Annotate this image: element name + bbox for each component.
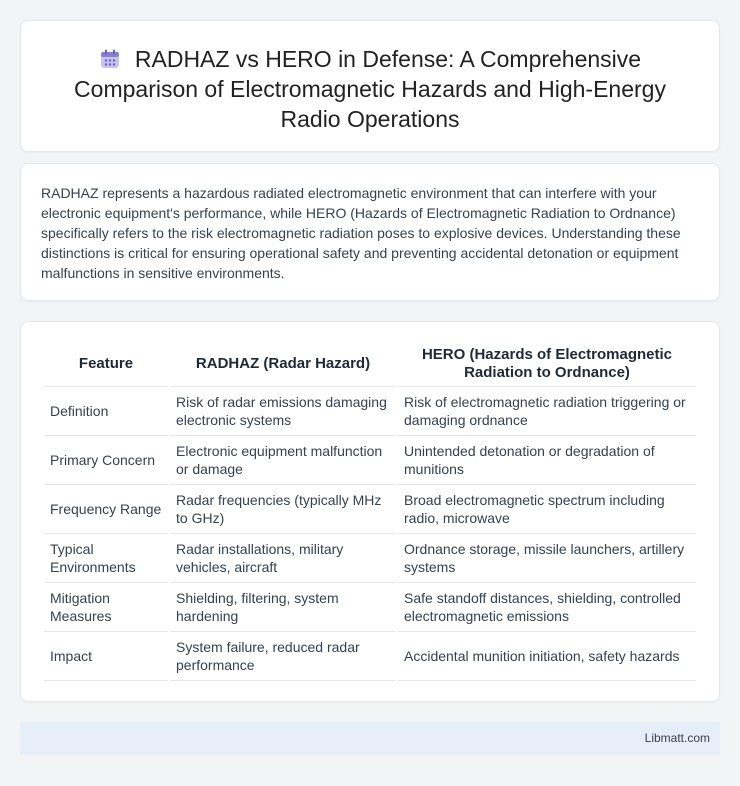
row-hero: Broad electromagnetic spectrum including radio, microwave (398, 485, 696, 534)
comparison-table (42, 341, 698, 681)
row-feature: Primary Concern (44, 436, 168, 485)
row-feature: Mitigation Measures (44, 583, 168, 632)
row-radhaz: Shielding, filtering, system hardening (170, 583, 396, 632)
intro-card (20, 163, 720, 301)
row-hero: Accidental munition initiation, safety hazards (398, 632, 696, 681)
row-radhaz: Radar frequencies (typically MHz to GHz) (170, 485, 396, 534)
table-row (44, 583, 696, 632)
table-header-row (44, 341, 696, 387)
table-row (44, 387, 696, 436)
table-row (44, 632, 696, 681)
title-card (20, 20, 720, 152)
row-feature: Definition (44, 387, 168, 436)
row-feature: Typical Environments (44, 534, 168, 583)
row-radhaz: Risk of radar emissions damaging electronic systems (170, 387, 396, 436)
footer-bar (20, 722, 720, 755)
comparison-card (20, 321, 720, 702)
header-feature: Feature (44, 341, 168, 387)
row-hero: Unintended detonation or degradation of munitions (398, 436, 696, 485)
row-feature: Frequency Range (44, 485, 168, 534)
row-radhaz: Electronic equipment malfunction or damage (170, 436, 396, 485)
row-hero: Ordnance storage, missile launchers, artillery systems (398, 534, 696, 583)
table-row (44, 485, 696, 534)
page-title (51, 44, 689, 134)
footer-site-link[interactable]: Libmatt.com (644, 731, 710, 745)
header-hero: HERO (Hazards of Electromagnetic Radiation to Ordnance) (398, 341, 696, 387)
table-row (44, 436, 696, 485)
calendar-icon (99, 48, 121, 70)
table-row (44, 534, 696, 583)
row-radhaz: Radar installations, military vehicles, aircraft (170, 534, 396, 583)
row-radhaz: System failure, reduced radar performance (170, 632, 396, 681)
page-title-text: RADHAZ vs HERO in Defense: A Comprehensive Comparison of Electromagnetic Hazards and High-Energy Radio Operations (74, 46, 666, 132)
intro-paragraph: RADHAZ represents a hazardous radiated electromagnetic environment that can interfere with your electronic equipment's performance, while HERO (Hazards of Electromagnetic Radiation to Ordnance) specifically refers to the risk electromagnetic radiation poses to explosive devices. Understanding these distinctions is critical for ensuring operational safety and preventing accidental detonation or equipment malfunctions in sensitive environments. (41, 185, 681, 281)
row-feature: Impact (44, 632, 168, 681)
header-radhaz: RADHAZ (Radar Hazard) (170, 341, 396, 387)
row-hero: Risk of electromagnetic radiation triggering or damaging ordnance (398, 387, 696, 436)
row-hero: Safe standoff distances, shielding, controlled electromagnetic emissions (398, 583, 696, 632)
